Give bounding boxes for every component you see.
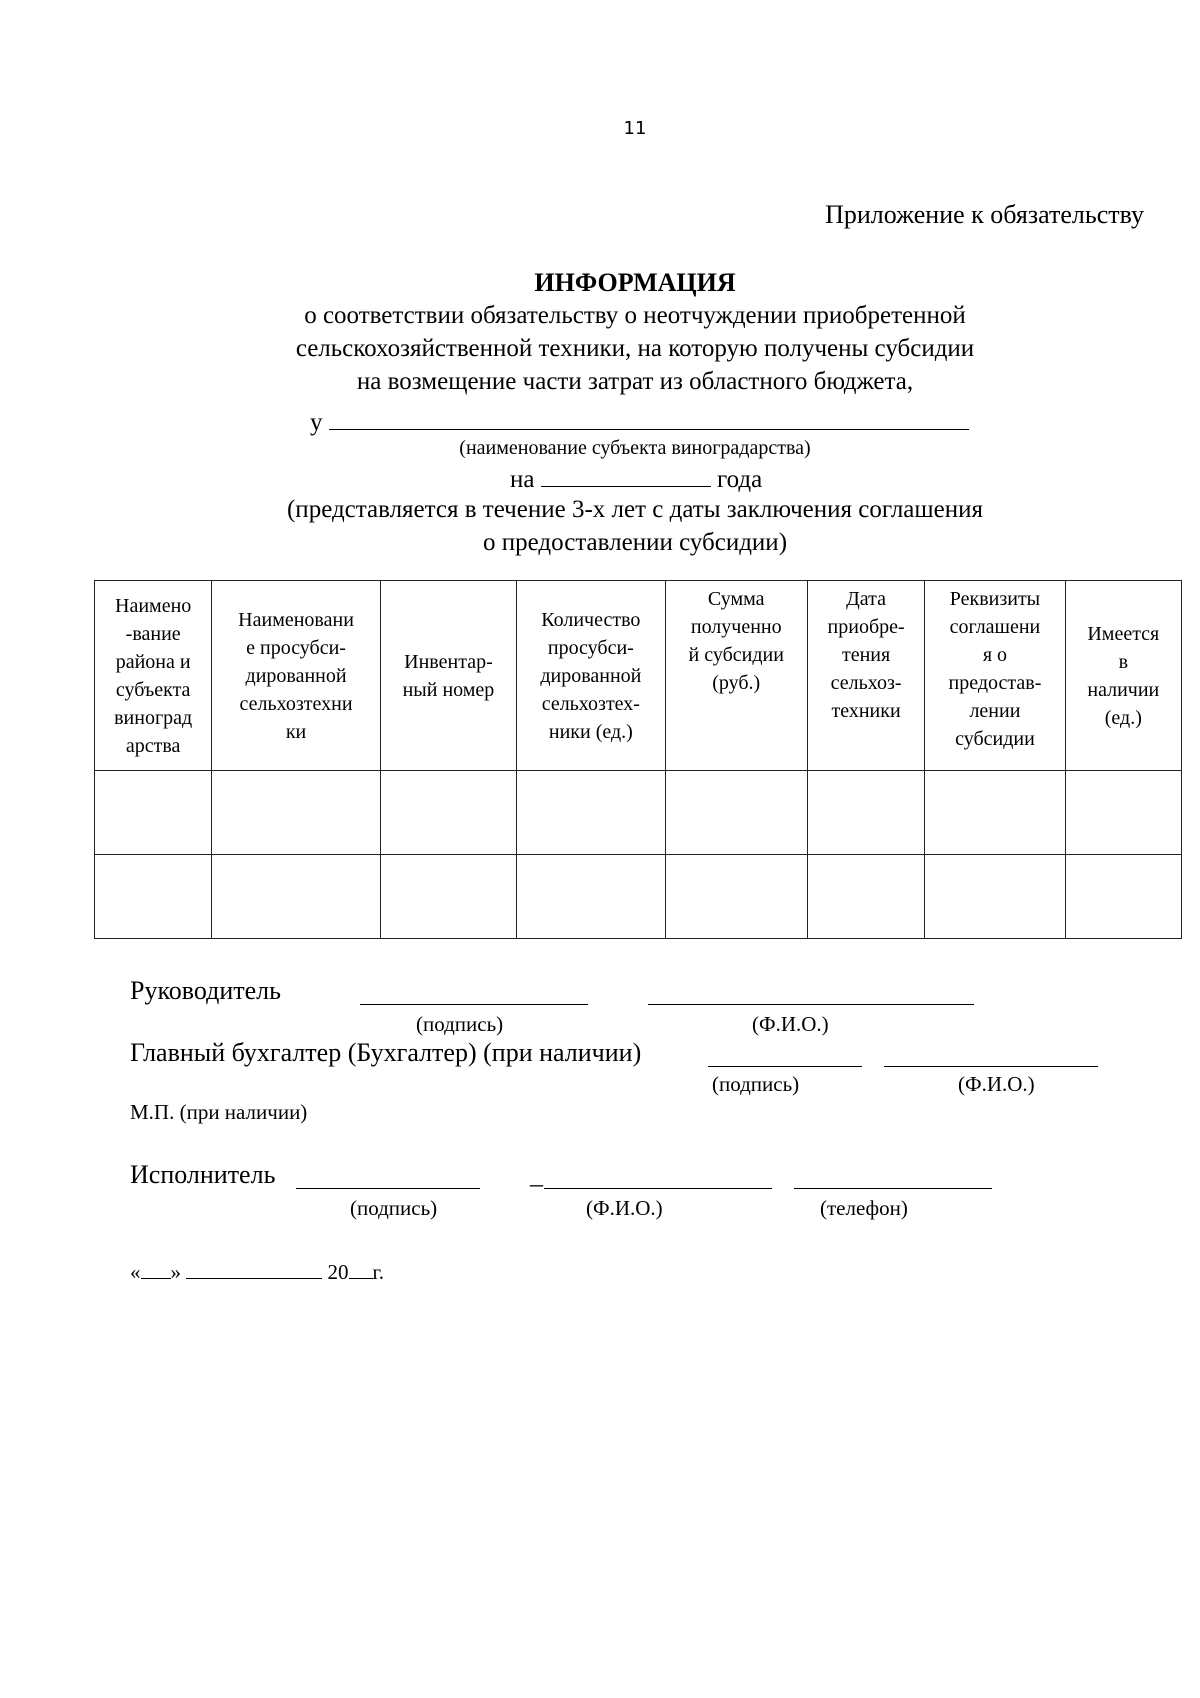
year-suffix: г. (372, 1260, 384, 1284)
header-available: Имеется в наличии (ед.) (1065, 581, 1181, 771)
signing-date-line (130, 1260, 384, 1285)
executor-label: Исполнитель (130, 1160, 276, 1189)
head-signature-caption: (подпись) (416, 1012, 504, 1036)
date-prefix: на (510, 466, 535, 493)
table-cell[interactable] (517, 855, 665, 939)
equipment-table (94, 580, 1182, 939)
table-cell[interactable] (925, 771, 1065, 855)
executor-phone-field[interactable] (794, 1188, 992, 1189)
accountant-signature-caption: (подпись) (712, 1072, 800, 1096)
table-cell[interactable] (95, 771, 212, 855)
table-cell[interactable] (1065, 771, 1181, 855)
header-inventory-number: Инвентар- ный номер (380, 581, 516, 771)
date-suffix: года (716, 466, 763, 493)
accountant-label: Главный бухгалтер (Бухгалтер) (при наличии) (130, 1038, 642, 1067)
header-district-subject: Наимено -вание района и субъекта виноград арства (95, 581, 212, 771)
document-title: ИНФОРМАЦИЯ (534, 268, 736, 297)
entity-prefix: у (310, 409, 323, 436)
entity-name-field[interactable] (329, 405, 969, 430)
table-cell[interactable] (95, 855, 212, 939)
head-signature-field[interactable] (360, 1004, 588, 1005)
subtitle-line-3: на возмещение части затрат из областного бюджета, (356, 368, 914, 395)
header-subsidy-amount: Сумма полученно й субсидии (руб.) (665, 581, 807, 771)
header-equipment-name: Наименовани е просубси- дированной сельхозтехни ки (212, 581, 380, 771)
entity-line (310, 405, 969, 437)
month-field[interactable] (186, 1260, 322, 1279)
accountant-fio-field[interactable] (884, 1066, 1098, 1067)
date-field[interactable] (541, 462, 711, 487)
table-cell[interactable] (212, 771, 380, 855)
header-quantity: Количество просубси- дированной сельхозтех- ники (ед.) (517, 581, 665, 771)
table-cell[interactable] (517, 771, 665, 855)
table-cell[interactable] (925, 855, 1065, 939)
subtitle-line-1: о соответствии обязательству о неотчуждении приобретенной (304, 302, 966, 329)
executor-phone-caption: (телефон) (820, 1196, 908, 1220)
head-fio-caption: (Ф.И.О.) (752, 1012, 829, 1036)
accountant-signature-field[interactable] (708, 1066, 862, 1067)
table-cell[interactable] (212, 855, 380, 939)
year-prefix: 20 (327, 1260, 349, 1284)
executor-fio-field[interactable] (544, 1188, 772, 1189)
executor-signature-caption: (подпись) (350, 1196, 438, 1220)
annex-label: Приложение к обязательству (825, 200, 1144, 229)
table-row (95, 771, 1182, 855)
page-number: 11 (623, 118, 647, 139)
header-purchase-date: Дата приобре- тения сельхоз- техники (807, 581, 924, 771)
head-fio-field[interactable] (648, 1004, 974, 1005)
table-cell[interactable] (665, 855, 807, 939)
table-cell[interactable] (1065, 855, 1181, 939)
table-header-row (95, 581, 1182, 771)
table-cell[interactable] (807, 855, 924, 939)
date-line (510, 462, 762, 494)
table-cell[interactable] (380, 771, 516, 855)
date-close-quote: » (170, 1260, 181, 1284)
year-field[interactable] (349, 1260, 373, 1279)
table-cell[interactable] (807, 771, 924, 855)
accountant-fio-caption: (Ф.И.О.) (958, 1072, 1035, 1096)
head-label: Руководитель (130, 976, 281, 1005)
note-line-2: о предоставлении субсидии) (482, 529, 788, 556)
table-cell[interactable] (665, 771, 807, 855)
header-agreement-details: Реквизиты соглашени я о предостав- лении субсидии (925, 581, 1065, 771)
entity-caption: (наименование субъекта виноградарства) (459, 437, 811, 459)
note-line-1: (представляется в течение 3-х лет с даты заключения соглашения (286, 496, 984, 523)
table-cell[interactable] (380, 855, 516, 939)
date-open-quote: « (130, 1260, 141, 1284)
day-field[interactable] (141, 1260, 171, 1279)
subtitle-line-2: сельскохозяйственной техники, на которую получены субсидии (295, 335, 975, 362)
stamp-label: М.П. (при наличии) (130, 1100, 308, 1124)
executor-fio-caption: (Ф.И.О.) (586, 1196, 663, 1220)
executor-underscore: _ (530, 1160, 543, 1189)
executor-signature-field[interactable] (296, 1188, 480, 1189)
table-row (95, 855, 1182, 939)
